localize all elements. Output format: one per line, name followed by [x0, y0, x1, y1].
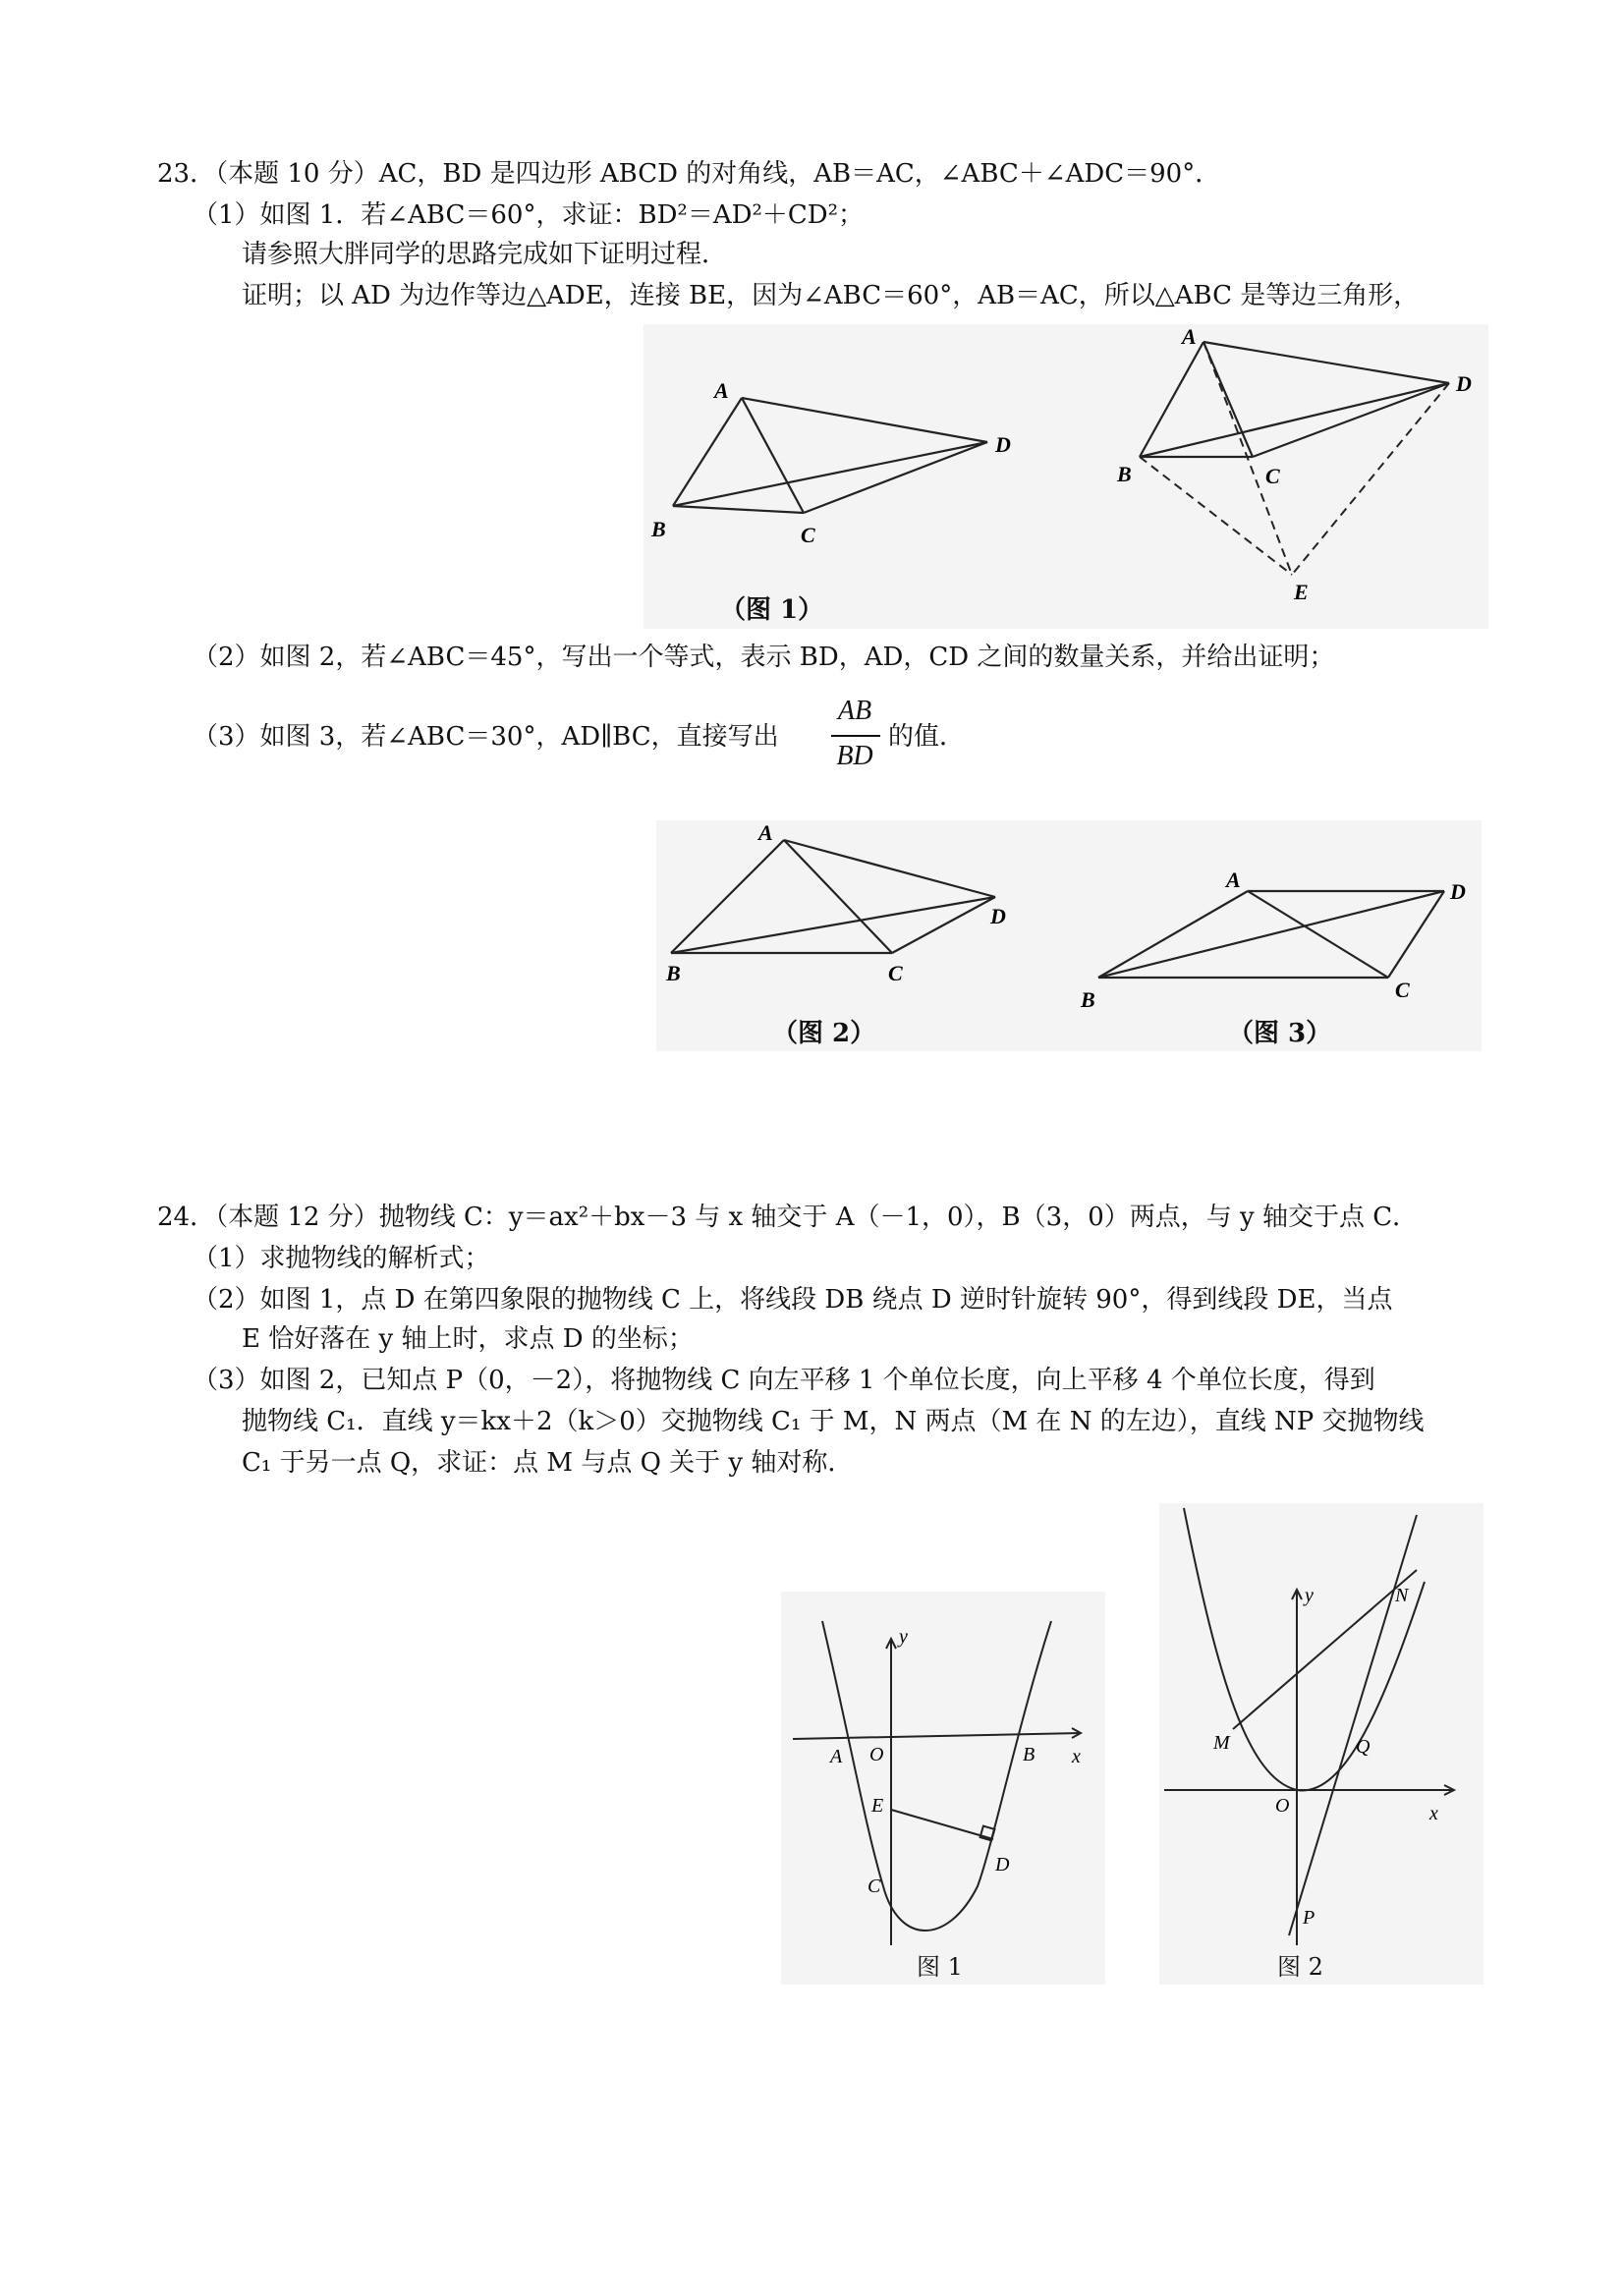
label-c: C — [867, 1876, 881, 1897]
fraction-denominator: BD — [836, 741, 873, 771]
q23-part3-suffix: 的值． — [888, 722, 966, 752]
q23-part3-text: （3）如图 3，若∠ABC＝30°，AD∥BC，直接写出 — [193, 722, 779, 752]
label-a: A — [758, 820, 773, 845]
label-y: y — [1305, 1585, 1314, 1606]
label-c: C — [1395, 978, 1410, 1002]
label-p: P — [1303, 1907, 1315, 1929]
fraction-numerator: AB — [837, 696, 872, 726]
label-q: Q — [1356, 1736, 1371, 1758]
q23-part2: （2）如图 2，若∠ABC＝45°，写出一个等式，表示 BD，AD，CD 之间的数量关系，并给出证明； — [193, 643, 1335, 672]
label-d: D — [1456, 371, 1472, 396]
label-c: C — [888, 961, 903, 985]
q24-part2-line2: E 恰好落在 y 轴上时，求点 D 的坐标； — [242, 1324, 694, 1354]
q23-part1: （1）如图 1．若∠ABC＝60°，求证：BD²＝AD²＋CD²； — [193, 200, 865, 230]
q23-fig2-caption: （图 2） — [772, 1019, 876, 1048]
q24-part3-line3: C₁ 于另一点 Q，求证：点 M 与点 Q 关于 y 轴对称． — [242, 1448, 854, 1478]
q24-part1: （1）求抛物线的解析式； — [193, 1244, 490, 1273]
label-m: M — [1213, 1732, 1230, 1754]
label-d: D — [1450, 879, 1466, 904]
label-a: A — [714, 378, 729, 403]
fraction-bar — [831, 735, 880, 737]
label-y: y — [899, 1626, 908, 1648]
label-b: B — [1117, 462, 1132, 486]
q23-header: 23．（本题 10 分）AC，BD 是四边形 ABCD 的对角线，AB＝AC，∠ABC＋∠ADC＝90°． — [157, 159, 1221, 189]
label-b: B — [1081, 987, 1095, 1012]
label-b: B — [666, 961, 681, 985]
label-x: x — [1429, 1803, 1438, 1824]
q24-part3-line2: 抛物线 C₁．直线 y＝kx＋2（k＞0）交抛物线 C₁ 于 M，N 两点（M 在 N 的左边），直线 NP 交抛物线 — [242, 1407, 1425, 1436]
q23-part1-hint: 请参照大胖同学的思路完成如下证明过程． — [242, 240, 728, 269]
q23-figures-2-3 — [656, 820, 1482, 1051]
label-d: D — [990, 904, 1006, 928]
label-b: B — [1023, 1744, 1035, 1765]
q23-figure-1 — [644, 324, 1488, 629]
label-a: A — [1226, 868, 1241, 892]
label-o: O — [1275, 1795, 1290, 1817]
label-c: C — [1265, 464, 1280, 488]
label-a: A — [830, 1746, 843, 1767]
label-b: B — [651, 517, 666, 541]
label-d: D — [995, 432, 1011, 457]
label-n: N — [1395, 1585, 1409, 1606]
label-d: D — [995, 1854, 1010, 1876]
label-e: E — [871, 1795, 884, 1817]
label-o: O — [869, 1744, 884, 1765]
q24-fig1-caption: 图 1 — [917, 1953, 963, 1981]
q24-fig2-caption: 图 2 — [1277, 1953, 1323, 1981]
q23-part1-proof: 证明；以 AD 为边作等边△ADE，连接 BE，因为∠ABC＝60°，AB＝AC，所以△ABC 是等边三角形， — [242, 281, 1420, 310]
label-a: A — [1182, 324, 1197, 349]
q24-part3-line1: （3）如图 2，已知点 P（0，－2），将抛物线 C 向左平移 1 个单位长度，向上平移 4 个单位长度，得到 — [193, 1366, 1375, 1395]
q23-fig1-caption: （图 1） — [720, 595, 824, 625]
q24-figure-1 — [781, 1592, 1105, 1985]
q24-part2-line1: （2）如图 1，点 D 在第四象限的抛物线 C 上，将线段 DB 绕点 D 逆时针旋转 90°，得到线段 DE，当点 — [193, 1285, 1393, 1315]
label-c: C — [801, 523, 815, 547]
q23-fig3-caption: （图 3） — [1228, 1019, 1332, 1048]
label-x: x — [1072, 1746, 1081, 1767]
q24-figure-2 — [1159, 1503, 1483, 1985]
label-e: E — [1294, 580, 1309, 604]
q24-header: 24．（本题 12 分）抛物线 C：y＝ax²＋bx－3 与 x 轴交于 A（－1，0），B（3，0）两点，与 y 轴交于点 C． — [157, 1203, 1419, 1232]
